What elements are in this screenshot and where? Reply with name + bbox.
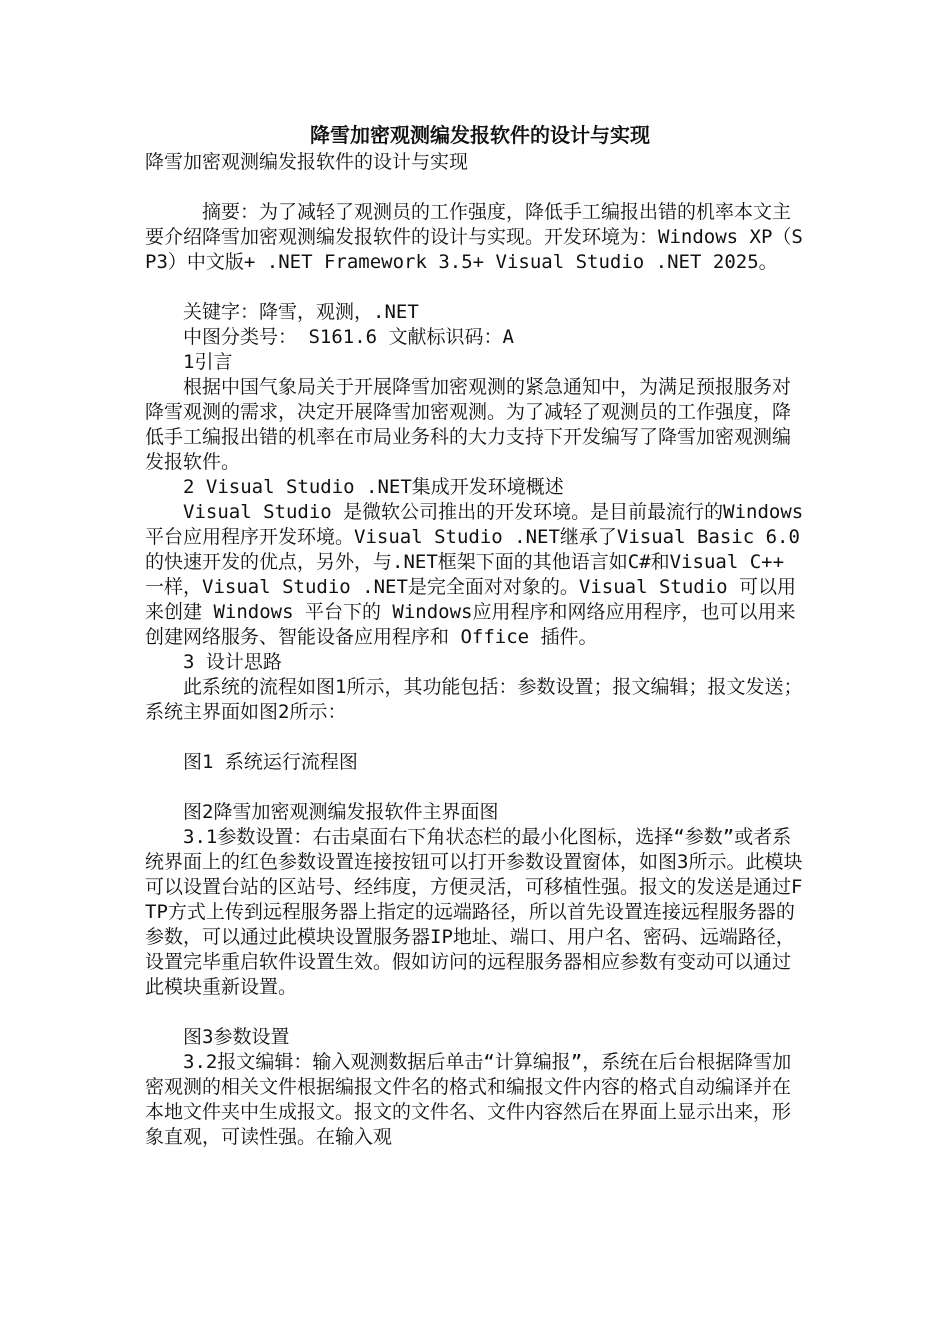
keywords-line: 关键字：降雪，观测，.NET — [183, 301, 419, 323]
spacer — [145, 725, 807, 750]
section-1-heading: 1引言 — [183, 351, 233, 373]
figure-2-caption: 图2降雪加密观测编发报软件主界面图 — [183, 801, 499, 823]
spacer — [145, 775, 807, 800]
document-title: 降雪加密观测编发报软件的设计与实现 — [310, 123, 650, 147]
figure-3-caption: 图3参数设置 — [183, 1026, 290, 1048]
section-1-paragraph: 根据中国气象局关于开展降雪加密观测的紧急通知中，为满足预报服务对降雪观测的需求，决定开展降雪加密观测。为了减轻了观测员的工作强度，降低手工编报出错的机率在市局业务科的大力支持下开发编写了降雪加密观测编发报软件。 — [145, 376, 792, 473]
classification-line: 中图分类号： S161.6 文献标识码：A — [183, 326, 514, 348]
spacer — [145, 1000, 807, 1025]
section-3-paragraph: 此系统的流程如图1所示，其功能包括：参数设置；报文编辑；报文发送；系统主界面如图2所示： — [145, 676, 803, 723]
spacer — [145, 275, 807, 300]
document-page — [145, 120, 815, 1150]
section-3-2-paragraph: 3.2报文编辑：输入观测数据后单击“计算编报”，系统在后台根据降雪加密观测的相关文件根据编报文件名的格式和编报文件内容的格式自动编译并在本地文件夹中生成报文。报文的文件名、文件内容然后在界面上显示出来，形象直观，可读性强。在输入观 — [145, 1051, 792, 1148]
spacer — [145, 175, 807, 200]
figure-1-caption: 图1 系统运行流程图 — [183, 751, 358, 773]
document-subtitle: 降雪加密观测编发报软件的设计与实现 — [145, 151, 469, 173]
section-3-heading: 3 设计思路 — [183, 651, 282, 673]
abstract-paragraph: 摘要：为了减轻了观测员的工作强度，降低手工编报出错的机率本文主要介绍降雪加密观测编发报软件的设计与实现。开发环境为：Windows XP（SP3）中文版+ .NET Framework 3.5+ Visual Studio .NET 2025。 — [145, 201, 803, 273]
section-2-heading: 2 Visual Studio .NET集成开发环境概述 — [183, 476, 564, 498]
section-3-1-paragraph: 3.1参数设置：右击桌面右下角状态栏的最小化图标，选择“参数”或者系统界面上的红色参数设置连接按钮可以打开参数设置窗体，如图3所示。此模块可以设置台站的区站号、经纬度，方便灵活，可移植性强。报文的发送是通过FTP方式上传到远程服务器上指定的远端路径，所以首先设置连接远程服务器的参数，可以通过此模块设置服务器IP地址、端口、用户名、密码、远端路径，设置完毕重启软件设置生效。假如访问的远程服务器相应参数有变动可以通过此模块重新设置。 — [145, 826, 803, 998]
section-2-paragraph: Visual Studio 是微软公司推出的开发环境。是目前最流行的Windows 平台应用程序开发环境。Visual Studio .NET继承了Visual Basic 6.0的快速开发的优点，另外，与.NET框架下面的其他语言如C#和Visual C++ 一样，Visual Studio .NET是完全面对对象的。Visual Studio 可以用来创建 Windows 平台下的 Windows应用程序和网络应用程序，也可以用来创建网络服务、智能设备应用程序和 Office 插件。 — [145, 501, 815, 648]
